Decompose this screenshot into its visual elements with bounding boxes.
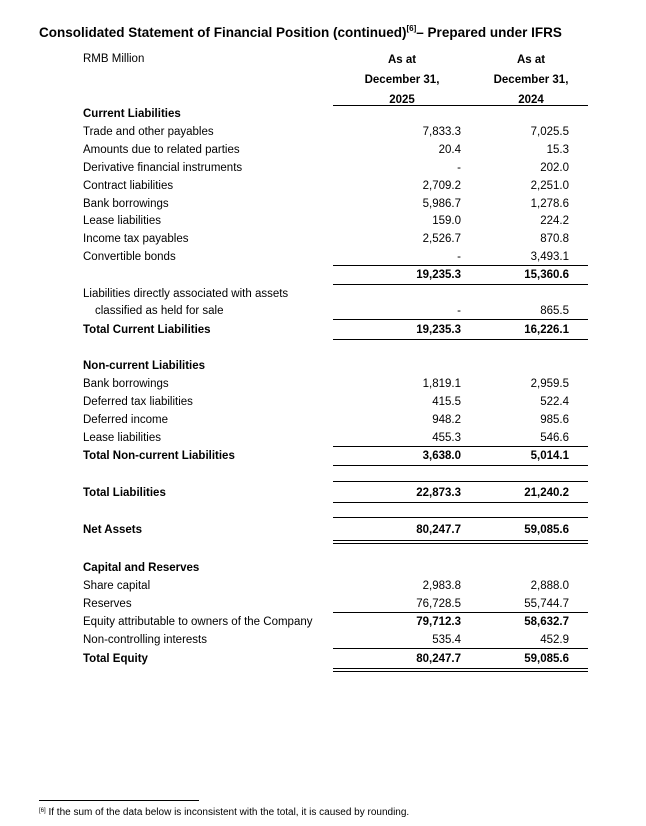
subtotal-row: 19,235.3 15,360.6 xyxy=(416,269,569,281)
total-liabilities-top-rule xyxy=(333,481,588,482)
column-header-2024: As at December 31, 2024 xyxy=(493,54,569,106)
total-current-liabilities-row: Total Current Liabilities 19,235.3 16,226.1 xyxy=(83,324,569,336)
table-row: Share capital 2,983.8 2,888.0 xyxy=(83,580,569,592)
total-equity-row: Total Equity 80,247.7 59,085.6 xyxy=(83,653,569,665)
footnote-marker: [6] xyxy=(39,808,46,814)
table-row: Lease liabilities 159.0 224.2 xyxy=(83,215,569,227)
total-current-bottom-rule xyxy=(333,339,588,340)
table-row: Non-controlling interests 535.4 452.9 xyxy=(83,634,569,646)
total-current-top-rule xyxy=(333,319,588,320)
total-equity-top-rule xyxy=(333,648,588,649)
footnote-rule xyxy=(39,800,199,801)
page-title: Consolidated Statement of Financial Position (continued)[6]– Prepared under IFRS xyxy=(39,24,562,40)
net-assets-top-rule xyxy=(333,517,588,518)
table-row: Trade and other payables 7,833.3 7,025.5 xyxy=(83,126,569,138)
section-heading-capital-reserves: Capital and Reserves xyxy=(83,562,200,574)
table-row: Income tax payables 2,526.7 870.8 xyxy=(83,233,569,245)
header-rule xyxy=(333,105,588,106)
net-assets-bottom-rule-2 xyxy=(333,543,588,544)
net-assets-bottom-rule-1 xyxy=(333,540,588,541)
table-row: Deferred income 948.2 985.6 xyxy=(83,414,569,426)
total-noncurrent-liabilities-row: Total Non-current Liabilities 3,638.0 5,014.1 xyxy=(83,450,569,462)
total-equity-bottom-rule-2 xyxy=(333,671,588,672)
total-liabilities-bottom-rule xyxy=(333,502,588,503)
section-heading-current-liabilities: Current Liabilities xyxy=(83,108,181,120)
footnote: [6] If the sum of the data below is inconsistent with the total, it is caused by rounding. xyxy=(39,807,410,818)
held-for-sale-row-line1: Liabilities directly associated with assets xyxy=(83,288,289,300)
table-row: Convertible bonds - 3,493.1 xyxy=(83,251,569,263)
total-noncurrent-bottom-rule xyxy=(333,465,588,466)
held-for-sale-row: classified as held for sale - 865.5 xyxy=(95,305,569,317)
table-row: Contract liabilities 2,709.2 2,251.0 xyxy=(83,180,569,192)
table-row: Reserves 76,728.5 55,744.7 xyxy=(83,598,569,610)
total-equity-bottom-rule-1 xyxy=(333,668,588,669)
equity-owners-row: Equity attributable to owners of the Company 79,712.3 58,632.7 xyxy=(83,616,569,628)
unit-label: RMB Million xyxy=(83,53,145,65)
table-row: Amounts due to related parties 20.4 15.3 xyxy=(83,144,569,156)
table-row: Derivative financial instruments - 202.0 xyxy=(83,162,569,174)
net-assets-row: Net Assets 80,247.7 59,085.6 xyxy=(83,524,569,536)
title-footnote-marker: [6] xyxy=(406,24,417,33)
table-row: Bank borrowings 5,986.7 1,278.6 xyxy=(83,198,569,210)
total-liabilities-row: Total Liabilities 22,873.3 21,240.2 xyxy=(83,487,569,499)
table-row: Deferred tax liabilities 415.5 522.4 xyxy=(83,396,569,408)
column-header-2025: As at December 31, 2025 xyxy=(364,54,440,106)
table-row: Bank borrowings 1,819.1 2,959.5 xyxy=(83,378,569,390)
section-heading-noncurrent-liabilities: Non-current Liabilities xyxy=(83,360,206,372)
table-row: Lease liabilities 455.3 546.6 xyxy=(83,432,569,444)
